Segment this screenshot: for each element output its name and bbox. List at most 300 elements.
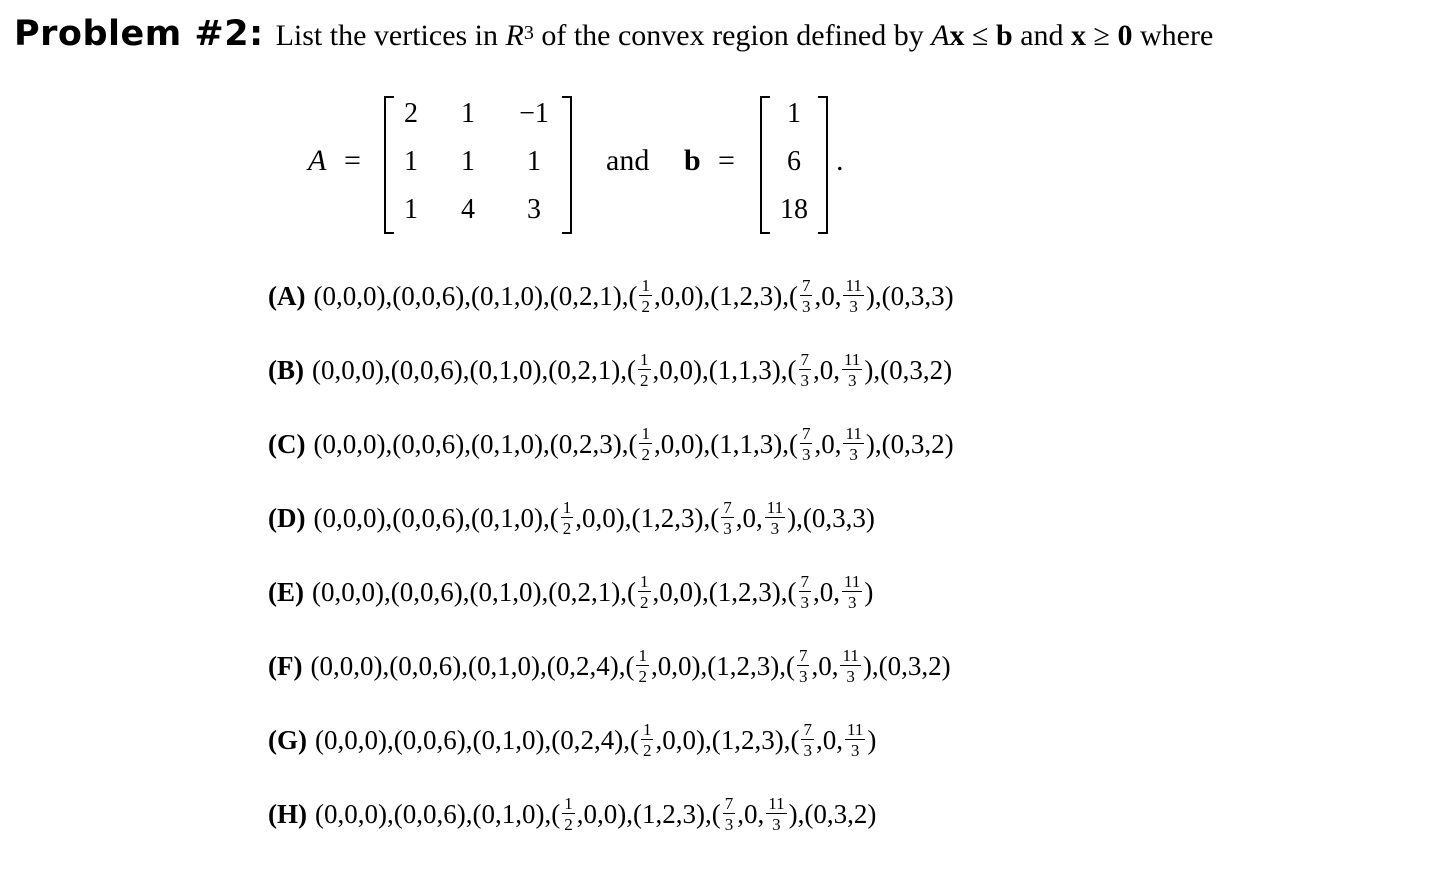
coordinate: 2 <box>575 650 590 681</box>
fraction <box>562 795 575 833</box>
vertex <box>313 503 385 534</box>
fraction-numerator: 11 <box>845 424 862 443</box>
vertex <box>630 721 705 759</box>
comma: , <box>354 576 362 607</box>
fraction <box>766 795 786 833</box>
vertex <box>472 725 544 756</box>
coordinate: 0 <box>677 650 692 681</box>
fraction <box>845 721 865 759</box>
comma: , <box>515 798 522 829</box>
fraction-denominator: 3 <box>724 815 734 834</box>
comma: , <box>512 576 519 607</box>
paren: ( <box>881 428 891 459</box>
coordinate: 3 <box>909 354 923 385</box>
paren: ( <box>788 428 798 459</box>
vertex <box>391 355 463 386</box>
coordinate: 0 <box>602 502 616 533</box>
separator: , <box>623 724 630 755</box>
paren: ( <box>710 428 720 459</box>
vertex <box>633 799 705 830</box>
fraction-numerator: 11 <box>844 350 861 369</box>
comma: , <box>357 798 365 829</box>
paren: ( <box>802 502 812 533</box>
comma: , <box>749 650 757 681</box>
comma: , <box>589 650 597 681</box>
fraction-numerator: 1 <box>642 720 652 739</box>
fraction-denominator: 3 <box>846 667 855 686</box>
comma: , <box>357 724 365 755</box>
fraction-numerator: 11 <box>845 276 862 295</box>
coordinate: 3 <box>759 428 774 459</box>
fraction <box>842 351 862 389</box>
fraction <box>638 351 651 389</box>
coordinate: 0 <box>398 650 412 681</box>
paren: ) <box>375 576 384 607</box>
comma: , <box>813 354 820 385</box>
comma: , <box>834 280 842 311</box>
fraction-denominator: 2 <box>641 445 650 464</box>
and-text: and <box>606 144 650 177</box>
paren: ( <box>470 502 480 533</box>
comma: , <box>596 798 604 829</box>
paren: ) <box>375 354 384 385</box>
comma: , <box>729 650 737 681</box>
paren: ( <box>551 798 561 829</box>
paren: ) <box>770 650 780 681</box>
comma: , <box>652 354 660 385</box>
comma: , <box>414 428 422 459</box>
vector-b-cell: 1 <box>787 98 801 129</box>
paren: ) <box>609 650 619 681</box>
separator: , <box>618 650 626 681</box>
matrix-A-cell: 1 <box>404 194 418 225</box>
comma: , <box>335 502 343 533</box>
coordinate: 0 <box>362 428 377 459</box>
problem-label: Problem #2: <box>14 14 264 54</box>
comma: , <box>573 724 581 755</box>
fraction-denominator: 3 <box>803 741 812 760</box>
separator: , <box>626 798 633 829</box>
fraction-numerator: 1 <box>638 646 647 665</box>
vector-b-left-bracket <box>760 96 770 234</box>
paren: ( <box>392 280 402 311</box>
vertex <box>313 281 385 312</box>
fraction-numerator: 1 <box>640 350 649 369</box>
paren: ) <box>691 650 701 681</box>
separator: , <box>700 650 708 681</box>
coordinate: 3 <box>852 502 866 533</box>
matrix-A-cell: 1 <box>461 98 475 129</box>
fraction <box>561 499 574 537</box>
symbol-x: x <box>949 19 965 52</box>
paren: ( <box>710 280 720 311</box>
coordinate: 0 <box>558 280 573 311</box>
paren: ( <box>627 354 636 385</box>
vertex <box>315 725 387 756</box>
fraction-denominator: 3 <box>800 593 809 612</box>
separator: , <box>620 354 627 385</box>
comma: , <box>650 650 658 681</box>
coordinate: 0 <box>821 280 835 311</box>
comma: , <box>834 428 842 459</box>
fraction <box>843 277 863 315</box>
fraction <box>723 795 736 833</box>
fraction <box>639 425 652 463</box>
coordinate: 6 <box>440 576 454 607</box>
paren: ( <box>631 502 641 533</box>
vertex <box>471 503 543 534</box>
paren: ) <box>452 650 462 681</box>
paren: ( <box>393 724 403 755</box>
fraction-numerator: 7 <box>798 646 808 665</box>
coordinate: 0 <box>659 354 673 385</box>
comma: , <box>576 798 584 829</box>
coordinate: 0 <box>402 798 417 829</box>
paren: ( <box>313 428 323 459</box>
comma: , <box>334 576 342 607</box>
fraction <box>638 573 651 611</box>
separator: , <box>542 428 550 459</box>
vertex <box>707 651 779 682</box>
fraction-numerator: 1 <box>562 498 572 517</box>
paren: ( <box>710 502 720 533</box>
coordinate: 0 <box>478 354 492 385</box>
paren: ) <box>453 576 463 607</box>
coordinate: 0 <box>344 798 358 829</box>
coordinate: 1 <box>738 354 752 385</box>
coordinate: 1 <box>716 650 730 681</box>
comma: , <box>591 576 598 607</box>
fraction-denominator: 3 <box>847 371 857 390</box>
comma: , <box>494 724 502 755</box>
comma: , <box>570 354 578 385</box>
paren: ( <box>629 724 639 755</box>
paren: ) <box>774 724 784 755</box>
fraction <box>799 573 812 611</box>
paren: ) <box>377 724 387 755</box>
comma: , <box>592 428 600 459</box>
coordinate: 0 <box>359 650 374 681</box>
coordinate: 0 <box>401 280 415 311</box>
coordinate: 0 <box>679 354 693 385</box>
comma: , <box>492 354 499 385</box>
vertex <box>789 277 875 315</box>
fraction <box>799 351 812 389</box>
separator: , <box>797 798 805 829</box>
separator: , <box>873 354 881 385</box>
paren: ( <box>785 650 795 681</box>
equals-sign-1: = <box>344 144 361 177</box>
vertex <box>391 577 463 608</box>
fraction-numerator: 11 <box>846 720 864 739</box>
comma: , <box>570 576 578 607</box>
fraction-numerator: 7 <box>723 498 732 517</box>
paren: ( <box>312 354 321 385</box>
coordinate: 0 <box>680 428 695 459</box>
statement-and: and <box>1012 19 1072 52</box>
fraction-denominator: 2 <box>562 519 572 538</box>
paren: ) <box>533 280 543 311</box>
vertex <box>803 503 875 534</box>
coordinate: 4 <box>600 724 615 755</box>
comma: , <box>757 798 765 829</box>
vector-b-right-bracket <box>818 96 828 234</box>
coordinate: 0 <box>476 650 491 681</box>
coordinate: 6 <box>440 354 454 385</box>
exponent: 3 <box>523 22 534 44</box>
comma: , <box>414 280 422 311</box>
coordinate: 3 <box>758 576 772 607</box>
coordinate: 1 <box>640 502 654 533</box>
matrix-A-cell: 1 <box>461 146 475 177</box>
vertex <box>550 499 625 537</box>
comma: , <box>737 798 744 829</box>
paren: ( <box>632 798 642 829</box>
paren: ) <box>771 576 781 607</box>
option-letter: (B) <box>268 354 304 385</box>
vertex <box>880 355 952 386</box>
coordinate: 0 <box>322 502 336 533</box>
comma: , <box>754 724 762 755</box>
paren: ) <box>865 280 875 311</box>
comma: , <box>413 354 420 385</box>
coordinate: 0 <box>364 724 378 755</box>
paren: ( <box>711 724 721 755</box>
answer-option <box>268 643 951 689</box>
coordinate: 0 <box>819 576 834 607</box>
comma: , <box>921 650 929 681</box>
paren: ) <box>376 280 386 311</box>
fraction-numerator: 11 <box>842 646 859 665</box>
option-letter: (D) <box>268 502 306 533</box>
separator: , <box>539 650 547 681</box>
coordinate: 0 <box>603 798 618 829</box>
vertex <box>712 725 784 756</box>
coordinate: 0 <box>555 650 570 681</box>
coordinate: 6 <box>441 428 456 459</box>
paren: ( <box>392 502 402 533</box>
fraction-numerator: 7 <box>801 424 811 443</box>
comma: , <box>674 428 681 459</box>
comma: , <box>591 354 598 385</box>
separator: , <box>465 798 473 829</box>
comma: , <box>836 724 843 755</box>
comma: , <box>833 576 840 607</box>
fraction-numerator: 7 <box>800 572 809 591</box>
coordinate: 1 <box>498 576 513 607</box>
coordinate: 0 <box>657 650 672 681</box>
separator: , <box>544 798 552 829</box>
comma: , <box>354 354 362 385</box>
coordinate: 0 <box>364 798 378 829</box>
comma: , <box>814 428 822 459</box>
paren: ) <box>535 798 545 829</box>
problem-header <box>14 14 1213 54</box>
fraction-denominator: 2 <box>564 815 573 834</box>
comma: , <box>334 354 342 385</box>
coordinate: 0 <box>402 724 417 755</box>
comma: , <box>337 798 345 829</box>
comma: , <box>493 428 501 459</box>
comma: , <box>675 798 683 829</box>
coordinate: 0 <box>321 354 335 385</box>
comma: , <box>575 502 582 533</box>
coordinate: 1 <box>720 724 735 755</box>
coordinate: 0 <box>421 280 435 311</box>
coordinate: 2 <box>660 502 675 533</box>
vertex <box>627 351 702 389</box>
separator: , <box>704 724 712 755</box>
separator: , <box>544 724 552 755</box>
comma: , <box>826 798 834 829</box>
vertex <box>550 281 622 312</box>
coordinate: 2 <box>740 724 755 755</box>
paren: ) <box>617 798 627 829</box>
separator: , <box>462 354 470 385</box>
fraction-denominator: 3 <box>770 519 780 538</box>
fraction-denominator: 3 <box>798 667 808 686</box>
separator: , <box>871 650 879 681</box>
coordinate: 0 <box>659 576 673 607</box>
paren: ( <box>389 650 399 681</box>
paren: ) <box>693 354 702 385</box>
vertex <box>548 577 620 608</box>
separator: , <box>703 502 711 533</box>
paren: ) <box>788 798 798 829</box>
option-letter: (A) <box>268 280 306 311</box>
comma: , <box>411 650 419 681</box>
fraction-numerator: 7 <box>803 720 812 739</box>
coordinate: 1 <box>599 280 613 311</box>
matrix-definitions <box>300 92 860 240</box>
coordinate: 0 <box>342 280 357 311</box>
separator: , <box>462 576 470 607</box>
comma: , <box>655 798 663 829</box>
vertex <box>551 725 623 756</box>
option-letter: (G) <box>268 724 307 755</box>
coordinate: 0 <box>481 724 495 755</box>
vector-b-cell: 18 <box>780 194 808 225</box>
fraction-denominator: 3 <box>800 371 809 390</box>
coordinate: 0 <box>558 428 573 459</box>
comma: , <box>904 280 911 311</box>
paren: ( <box>549 280 559 311</box>
separator: , <box>385 502 393 533</box>
vertex <box>551 795 626 833</box>
paren: ( <box>551 724 561 755</box>
paren: ( <box>787 576 797 607</box>
paren: ) <box>944 428 954 459</box>
separator: , <box>384 354 391 385</box>
paren: ) <box>453 354 463 385</box>
comma: , <box>732 428 740 459</box>
comma: , <box>356 502 363 533</box>
comma: , <box>434 502 442 533</box>
separator: , <box>624 502 632 533</box>
vertex <box>313 429 385 460</box>
comma: , <box>356 280 363 311</box>
comma: , <box>831 650 839 681</box>
comma: , <box>332 650 340 681</box>
vertex <box>788 573 874 611</box>
comma: , <box>815 724 823 755</box>
paren: ( <box>546 650 556 681</box>
coordinate: 0 <box>479 502 494 533</box>
vertex <box>389 651 461 682</box>
separator: , <box>620 576 627 607</box>
coordinate: 0 <box>422 798 437 829</box>
symbol-b: b <box>996 19 1013 52</box>
separator: , <box>541 354 549 385</box>
vertex <box>788 351 874 389</box>
coordinate: 0 <box>557 354 571 385</box>
coordinate: 0 <box>399 576 414 607</box>
fraction-denominator: 3 <box>849 297 858 316</box>
separator: , <box>702 576 709 607</box>
fraction-denominator: 3 <box>772 815 781 834</box>
paren: ) <box>943 354 953 385</box>
comma: , <box>675 724 683 755</box>
fraction-numerator: 11 <box>768 794 785 813</box>
coordinate: 0 <box>742 502 756 533</box>
vertex <box>710 429 782 460</box>
fraction-numerator: 7 <box>801 276 811 295</box>
paren: ) <box>612 280 622 311</box>
comma: , <box>752 428 760 459</box>
separator: , <box>541 576 549 607</box>
coordinate: 1 <box>597 354 612 385</box>
separator: , <box>542 280 550 311</box>
comma: , <box>731 354 738 385</box>
coordinate: 0 <box>421 502 435 533</box>
coordinate: 0 <box>339 650 354 681</box>
coordinate: 0 <box>399 354 414 385</box>
paren: ( <box>711 798 721 829</box>
paren: ) <box>530 650 540 681</box>
coordinate: 0 <box>420 576 434 607</box>
coordinate: 1 <box>501 724 516 755</box>
paren: ) <box>612 428 622 459</box>
answer-option <box>268 717 876 763</box>
paren: ) <box>867 798 877 829</box>
comma: , <box>494 798 502 829</box>
paren: ( <box>625 650 635 681</box>
coordinate: 0 <box>321 576 335 607</box>
coordinate: 1 <box>739 428 753 459</box>
paren: ( <box>878 650 888 681</box>
paren: ) <box>864 576 874 607</box>
vertex <box>470 355 542 386</box>
paren: ) <box>455 428 465 459</box>
separator: , <box>796 502 803 533</box>
vertex <box>394 725 466 756</box>
fraction-numerator: 1 <box>641 276 650 295</box>
vertex <box>804 799 876 830</box>
comma: , <box>653 502 661 533</box>
fraction-denominator: 2 <box>638 667 647 686</box>
coordinate: 0 <box>743 798 758 829</box>
answer-option <box>268 791 876 837</box>
coordinate: 0 <box>819 354 834 385</box>
paren: ) <box>865 502 875 533</box>
coordinate: 0 <box>813 798 827 829</box>
fraction-numerator: 7 <box>800 350 809 369</box>
comma: , <box>653 280 661 311</box>
separator: , <box>783 724 791 755</box>
paren: ( <box>467 650 477 681</box>
coordinate: 0 <box>323 724 338 755</box>
comma: , <box>904 428 911 459</box>
